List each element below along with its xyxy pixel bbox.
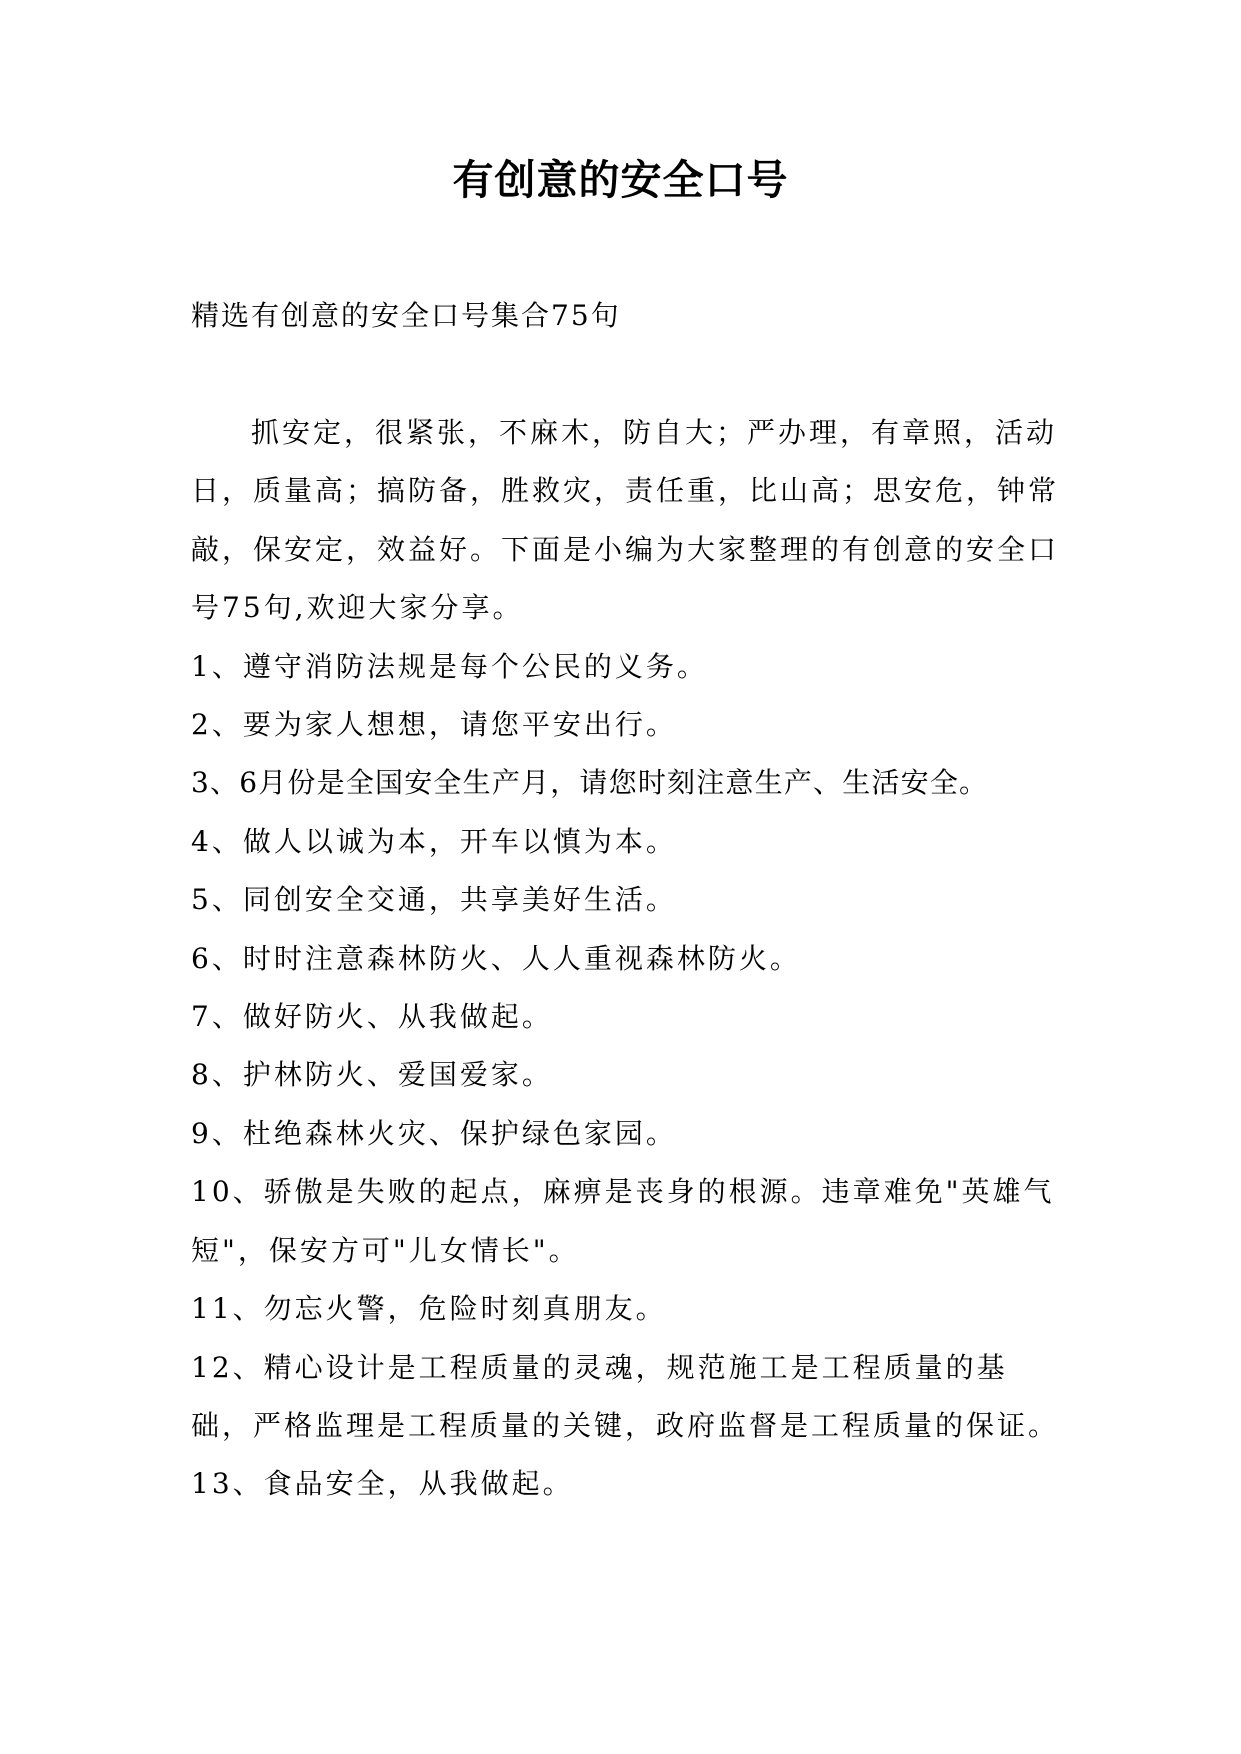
slogan-item-10: 10、骄傲是失败的起点，麻痹是丧身的根源。违章难免"英雄气短"，保安方可"儿女情长"。 [191,1175,1055,1267]
intro-paragraph: 抓安定，很紧张，不麻木，防自大；严办理，有章照，活动日，质量高；搞防备，胜救灾，责任重，比山高；思安危，钟常敲，保安定，效益好。下面是小编为大家整理的有创意的安全口号75句,欢迎大家分享。 [191,416,1060,625]
slogan-item-11: 11、勿忘火警，危险时刻真朋友。 [191,1292,667,1326]
slogan-item-12: 12、精心设计是工程质量的灵魂，规范施工是工程质量的基础，严格监理是工程质量的关键，政府监督是工程质量的保证。 [191,1350,1060,1442]
slogan-item-7: 7、做好防火、从我做起。 [191,1000,553,1034]
slogan-item-5: 5、同创安全交通，共享美好生活。 [191,883,677,917]
document-body [191,404,1061,1514]
slogan-item-2: 2、要为家人想想，请您平安出行。 [191,708,677,742]
slogan-item-9: 9、杜绝森林火灾、保护绿色家园。 [191,1116,677,1150]
slogan-item-3: 3、6月份是全国安全生产月，请您时刻注意生产、生活安全。 [191,766,989,800]
slogan-item-6: 6、时时注意森林防火、人人重视森林防火。 [191,941,801,975]
document-subtitle: 精选有创意的安全口号集合75句 [191,299,621,332]
slogan-item-4: 4、做人以诚为本，开车以慎为本。 [191,824,677,858]
document-title: 有创意的安全口号 [452,156,789,204]
slogan-item-1: 1、遵守消防法规是每个公民的义务。 [191,649,708,683]
slogan-item-13: 13、食品安全，从我做起。 [191,1467,574,1501]
slogan-item-8: 8、护林防火、爱国爱家。 [191,1058,553,1092]
